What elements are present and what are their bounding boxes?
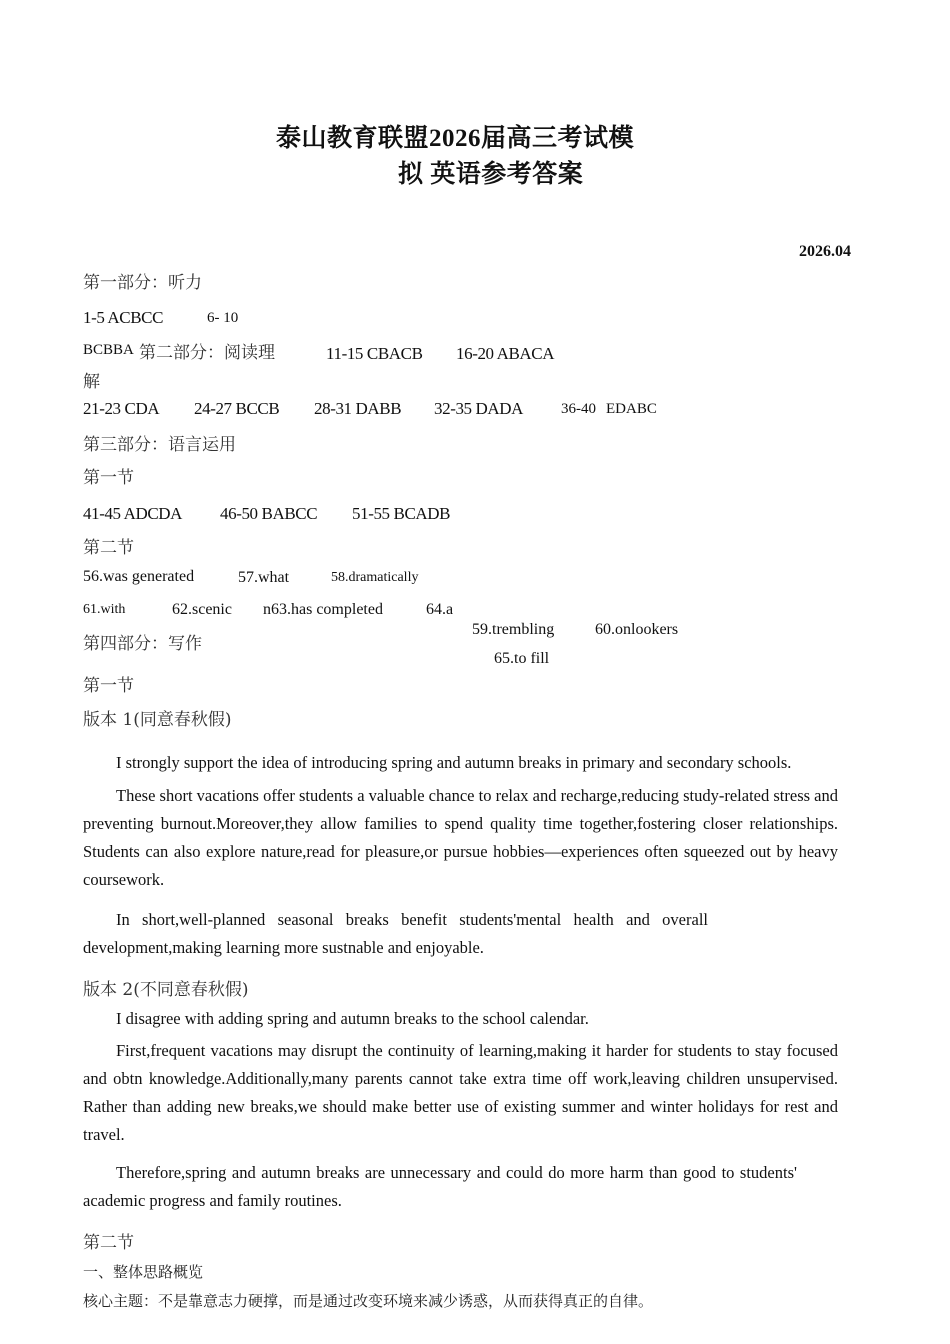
- version2-title: 版本 2(不同意春秋假): [83, 980, 249, 1000]
- part2-heading-cont: 解: [83, 372, 100, 392]
- version1-paragraph1: [83, 749, 838, 777]
- part4-heading: 第四部分：写作: [83, 634, 202, 654]
- answer-61: 61.with: [83, 602, 126, 617]
- version2-paragraph1: [83, 1005, 838, 1033]
- version2-paragraph3: [83, 1159, 797, 1215]
- answer-24-27: 24-27 BCCB: [194, 399, 280, 418]
- answer-64: 64.a: [426, 601, 454, 618]
- answer-63: n63.has completed: [263, 601, 383, 618]
- version1-paragraph3: [83, 906, 708, 962]
- answer-59: 59.trembling: [472, 621, 555, 638]
- answer-46-50: 46-50 BABCC: [220, 504, 318, 523]
- answer-41-45: 41-45 ADCDA: [83, 504, 183, 523]
- paragraph-text: These short vacations offer students a valuable chance to relax and recharge,reducing study-related stress and preventing burnout.Moreover,they allow families to spend quality time together,fostering closer relationships. Students can also explore nature,read for pleasure,or pursue hobbies—experiences often squeezed out by heavy coursework.: [83, 786, 838, 889]
- date-label: 2026.04: [799, 243, 851, 260]
- answer-21-23: 21-23 CDA: [83, 399, 160, 418]
- core-theme: 核心主题：不是靠意志力硬撑，而是通过改变环境来减少诱惑，从而获得真正的自律。: [83, 1292, 654, 1310]
- answer-16-20: 16-20 ABACA: [456, 344, 555, 363]
- answer-11-15: 11-15 CBACB: [326, 344, 423, 363]
- version1-paragraph2: [83, 782, 838, 894]
- part4-section2: 第二节: [83, 1233, 134, 1253]
- part2-heading: 第二部分：阅读理: [139, 343, 275, 363]
- part3-section2: 第二节: [83, 538, 134, 558]
- answer-36-40-value: EDABC: [606, 401, 657, 417]
- paragraph-text: I strongly support the idea of introducing spring and autumn breaks in primary and secondary schools.: [116, 753, 792, 772]
- version1-title: 版本 1(同意春秋假): [83, 710, 232, 730]
- part3-heading: 第三部分：语言运用: [83, 435, 236, 455]
- paragraph-text: In short,well-planned seasonal breaks benefit students'mental health and overall development,making learning more sustnable and enjoyable.: [83, 910, 708, 957]
- version2-paragraph2: [83, 1037, 838, 1149]
- paragraph-text: First,frequent vacations may disrupt the continuity of learning,making it harder for students to stay focused and obtn knowledge.Additionally,many parents cannot take extra time off work,leaving children unsupervised. Rather than adding new breaks,we should make better use of existing summer and winter holidays for rest and travel.: [83, 1041, 838, 1144]
- answer-6-10-value: BCBBA: [83, 342, 134, 358]
- part4-section1: 第一节: [83, 676, 134, 696]
- paragraph-text: Therefore,spring and autumn breaks are unnecessary and could do more harm than good to students' academic progress and family routines.: [83, 1163, 797, 1210]
- answer-58: 58.dramatically: [331, 570, 419, 585]
- answer-56: 56.was generated: [83, 568, 195, 585]
- answer-36-40-label: 36-40: [561, 401, 596, 417]
- answer-6-10-label: 6- 10: [207, 310, 239, 326]
- part1-heading: 第一部分：听力: [83, 273, 202, 293]
- answer-1-5: 1-5 ACBCC: [83, 308, 164, 327]
- page-title: 泰山教育联盟2026届高三考试模: [276, 125, 635, 152]
- answer-51-55: 51-55 BCADB: [352, 504, 451, 523]
- answer-32-35: 32-35 DADA: [434, 399, 524, 418]
- answer-62: 62.scenic: [172, 601, 232, 618]
- paragraph-text: I disagree with adding spring and autumn breaks to the school calendar.: [116, 1009, 589, 1028]
- answer-60: 60.onlookers: [595, 621, 679, 638]
- answer-57: 57.what: [238, 569, 290, 586]
- answer-28-31: 28-31 DABB: [314, 399, 402, 418]
- page-title-line2: 拟 英语参考答案: [398, 161, 584, 188]
- part3-section1: 第一节: [83, 468, 134, 488]
- overview-heading: 一、整体思路概览: [83, 1263, 204, 1281]
- answer-65: 65.to fill: [494, 650, 550, 667]
